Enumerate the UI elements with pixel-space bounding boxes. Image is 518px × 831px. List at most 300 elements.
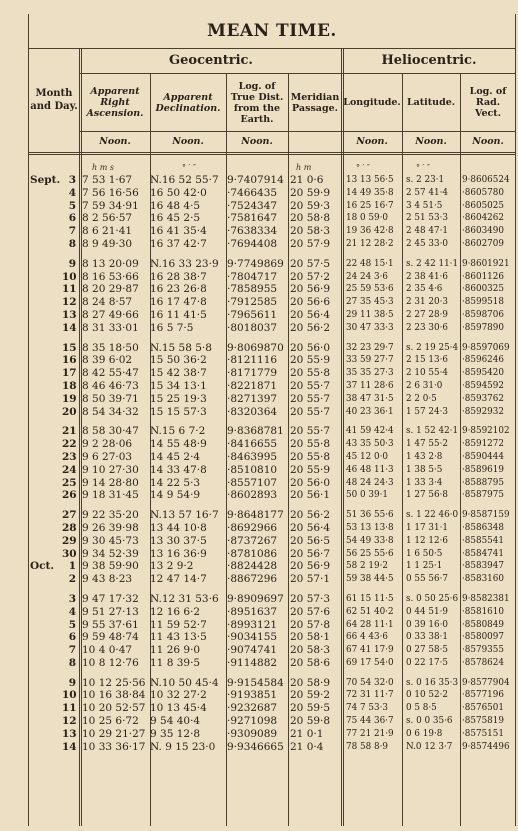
day-number: 2 xyxy=(68,573,76,586)
right-ascension-cell: 8 13 20·09 xyxy=(82,257,139,270)
longitude-cell: 72 31 11·7 xyxy=(346,690,394,701)
meridian-passage-cell: 20 56·2 xyxy=(290,509,331,522)
table-row xyxy=(28,309,516,322)
meridian-passage-cell: 20 57·2 xyxy=(290,270,331,283)
right-ascension-cell: 9 6 27·03 xyxy=(82,450,133,463)
declination-cell: 15 25 19·3 xyxy=(150,392,207,405)
month-label: Sept. xyxy=(30,174,61,186)
table-row xyxy=(28,283,516,296)
table-row xyxy=(28,322,516,335)
log-distance-cell: ·8867296 xyxy=(227,573,278,586)
log-distance-cell: ·8781086 xyxy=(227,547,278,560)
table-row xyxy=(28,367,516,380)
right-ascension-cell: 9 43 8·23 xyxy=(82,573,133,586)
day-number: 13 xyxy=(62,727,77,740)
log-distance-cell: ·8510810 xyxy=(227,463,278,476)
log-rad-vect-cell: 9·8606524 xyxy=(462,175,510,185)
table-row xyxy=(28,606,516,619)
log-rad-vect-cell: 9·8577904 xyxy=(462,677,510,688)
right-ascension-cell: 8 58 30·47 xyxy=(82,425,139,438)
log-rad-vect-cell: ·8581610 xyxy=(462,606,504,617)
longitude-units: ° ′ ″ xyxy=(356,163,370,172)
longitude-cell: 48 24 24·3 xyxy=(346,477,394,488)
log-distance-cell: ·7694408 xyxy=(227,237,278,250)
geocentric-group-header: Geocentric. xyxy=(80,48,342,74)
table-row xyxy=(28,689,516,702)
longitude-cell: 66 4 43·6 xyxy=(346,632,388,643)
longitude-header: Longitude. xyxy=(343,97,401,108)
log-distance-cell: ·8018037 xyxy=(227,321,278,334)
declination-cell: 13 44 10·8 xyxy=(150,521,207,534)
longitude-cell: 46 48 11·3 xyxy=(346,464,394,475)
day-number: 26 xyxy=(62,489,77,502)
noon-label: Noon. xyxy=(241,136,273,147)
heliocentric-group-header: Heliocentric. xyxy=(342,48,516,74)
latitude-cell: 2 38 41·6 xyxy=(406,271,448,282)
log-rad-vect-cell: ·8591272 xyxy=(462,439,504,450)
day-number: 12 xyxy=(62,715,77,728)
latitude-cell: 2 10 55·4 xyxy=(406,368,448,379)
right-ascension-cell: 10 25 6·72 xyxy=(82,715,139,728)
log-rad-vect-cell: ·8585541 xyxy=(462,535,504,546)
day-number: 14 xyxy=(62,321,77,334)
right-ascension-cell: 9 10 27·30 xyxy=(82,463,139,476)
log-rad-vect-cell: ·8594592 xyxy=(462,380,504,391)
latitude-cell: s. 1 22 46·0 xyxy=(406,510,459,521)
longitude-cell: 30 47 33·3 xyxy=(346,322,394,333)
log-distance-cell: ·8171779 xyxy=(227,367,278,380)
latitude-cell: 2 51 53·3 xyxy=(406,213,448,224)
right-ascension-cell: 8 24 8·57 xyxy=(82,296,133,309)
log-rad-vect-cell: ·8592932 xyxy=(462,406,504,417)
log-rad-vect-cell: ·8578624 xyxy=(462,657,504,668)
log-rad-vect-cell: ·8599518 xyxy=(462,297,504,308)
log-rad-vect-cell: ·8584741 xyxy=(462,548,504,559)
log-rad-vect-cell: ·8605025 xyxy=(462,200,504,211)
meridian-passage-cell: 20 55·7 xyxy=(290,405,331,418)
latitude-cell: 2 31 20·3 xyxy=(406,297,448,308)
log-rad-vect-cell: ·8577196 xyxy=(462,690,504,701)
table-row xyxy=(28,406,516,419)
day-number: 24 xyxy=(62,463,77,476)
longitude-cell: 27 35 45·3 xyxy=(346,297,394,308)
right-ascension-cell: 8 46 46·73 xyxy=(82,379,139,392)
day-number: 25 xyxy=(62,476,77,489)
table-row xyxy=(28,509,516,522)
right-ascension-cell: 9 34 52·39 xyxy=(82,547,139,560)
declination-cell: N.15 58 5·8 xyxy=(150,341,212,354)
log-distance-cell: ·7638334 xyxy=(227,225,278,238)
latitude-cell: 1 6 50·5 xyxy=(406,548,443,559)
right-ascension-cell: 9 18 31·45 xyxy=(82,489,139,502)
right-ascension-cell: 9 22 35·20 xyxy=(82,509,139,522)
latitude-cell: 2 6 31·0 xyxy=(406,380,443,391)
declination-cell: 13 30 37·5 xyxy=(150,534,207,547)
right-ascension-cell: 8 20 29·87 xyxy=(82,283,139,296)
decl-units: ° ′ ″ xyxy=(182,163,196,172)
day-number: 9 xyxy=(68,676,76,689)
longitude-cell: 69 17 54·0 xyxy=(346,657,394,668)
declination-cell: 16 23 26·8 xyxy=(150,283,207,296)
log-distance-cell: 9·9154584 xyxy=(227,676,284,689)
log-rad-vect-cell: ·8596246 xyxy=(462,355,504,366)
right-ascension-cell: 9 30 45·73 xyxy=(82,534,139,547)
latitude-cell: 1 17 31·1 xyxy=(406,522,448,533)
declination-cell: 9 35 12·8 xyxy=(150,727,201,740)
declination-cell: N.13 57 16·7 xyxy=(150,509,219,522)
latitude-cell: s. 2 23·1 xyxy=(406,175,445,185)
latitude-cell: 0 55 56·7 xyxy=(406,574,448,585)
log-rad-vect-cell: ·8598706 xyxy=(462,309,504,320)
meridian-passage-cell: 21 0·6 xyxy=(290,174,324,186)
log-distance-cell: ·8951637 xyxy=(227,605,278,618)
table-row xyxy=(28,271,516,284)
day-number: 16 xyxy=(62,354,77,367)
declination-cell: 11 43 13·5 xyxy=(150,631,207,644)
longitude-cell: 21 12 28·2 xyxy=(346,238,394,249)
meridian-passage-cell: 20 59·2 xyxy=(290,689,331,702)
declination-cell: 15 34 13·1 xyxy=(150,379,207,392)
longitude-cell: 40 23 36·1 xyxy=(346,406,394,417)
day-number: 23 xyxy=(62,450,77,463)
log-distance-header: Log. of True Dist. from the Earth. xyxy=(230,80,284,125)
longitude-cell: 32 23 29·7 xyxy=(346,342,394,353)
day-number: 14 xyxy=(62,740,77,753)
right-ascension-cell: 10 12 25·56 xyxy=(82,676,146,689)
log-distance-cell: ·7466435 xyxy=(227,186,278,199)
log-rad-vect-cell: ·8604262 xyxy=(462,213,504,224)
declination-cell: 12 16 6·2 xyxy=(150,605,201,618)
declination-cell: 16 37 42·7 xyxy=(150,237,207,250)
declination-cell: 13 16 36·9 xyxy=(150,547,207,560)
log-rad-vect-cell: ·8576501 xyxy=(462,703,504,714)
meridian-passage-cell: 20 58·8 xyxy=(290,212,331,225)
meridian-passage-cell: 20 58·3 xyxy=(290,644,331,657)
day-number: 1 xyxy=(68,560,76,573)
row-block xyxy=(28,174,516,251)
log-distance-cell: ·8221871 xyxy=(227,379,278,392)
declination-cell: N.16 52 55·7 xyxy=(150,174,219,186)
day-number: 7 xyxy=(68,644,76,657)
day-number: 30 xyxy=(62,547,77,560)
longitude-cell: 22 48 15·1 xyxy=(346,258,394,269)
declination-cell: 14 45 2·4 xyxy=(150,450,201,463)
right-ascension-cell: 10 33 36·17 xyxy=(82,740,146,753)
day-number: 15 xyxy=(62,341,77,354)
table-row xyxy=(28,677,516,690)
meridian-passage-cell: 20 55·8 xyxy=(290,367,331,380)
right-ascension-cell: 7 56 16·56 xyxy=(82,186,139,199)
day-number: 29 xyxy=(62,534,77,547)
log-rad-vect-cell: 9·8592102 xyxy=(462,426,510,437)
latitude-cell: 2 35 4·6 xyxy=(406,284,443,295)
table-row xyxy=(28,477,516,490)
row-block xyxy=(28,342,516,419)
meridian-passage-cell: 20 57·8 xyxy=(290,618,331,631)
log-distance-cell: ·9193851 xyxy=(227,689,278,702)
day-number: 8 xyxy=(68,237,76,250)
table-row xyxy=(28,200,516,213)
longitude-cell: 14 49 35·8 xyxy=(346,187,394,198)
declination-cell: 9 54 40·4 xyxy=(150,715,201,728)
declination-header: Apparent Declination. xyxy=(155,91,221,114)
declination-cell: 14 22 5·3 xyxy=(150,476,201,489)
log-distance-cell: 9·8069870 xyxy=(227,341,284,354)
row-block xyxy=(28,509,516,586)
longitude-cell: 35 35 27·3 xyxy=(346,368,394,379)
meridian-passage-cell: 20 55·7 xyxy=(290,379,331,392)
log-distance-cell: ·8824428 xyxy=(227,560,278,573)
day-number: 20 xyxy=(62,405,77,418)
declination-cell: 16 41 35·4 xyxy=(150,225,207,238)
table-row xyxy=(28,296,516,309)
day-number: 4 xyxy=(68,186,76,199)
log-distance-cell: ·7581647 xyxy=(227,212,278,225)
log-rad-vect-cell: ·8583160 xyxy=(462,574,504,585)
log-distance-cell: ·7524347 xyxy=(227,199,278,212)
table-row xyxy=(28,535,516,548)
longitude-cell: 37 11 28·6 xyxy=(346,380,394,391)
log-rad-vect-cell: ·8602709 xyxy=(462,238,504,249)
table-row xyxy=(28,354,516,367)
log-distance-cell: ·8993121 xyxy=(227,618,278,631)
longitude-cell: 62 51 40·2 xyxy=(346,606,394,617)
log-distance-cell: ·9309089 xyxy=(227,727,278,740)
longitude-cell: 13 13 56·5 xyxy=(346,175,394,185)
latitude-cell: 0 33 38·1 xyxy=(406,632,448,643)
log-distance-cell: ·8557107 xyxy=(227,476,278,489)
longitude-cell: 75 44 36·7 xyxy=(346,716,394,727)
meridian-passage-cell: 20 56·5 xyxy=(290,534,331,547)
table-row xyxy=(28,425,516,438)
table-row xyxy=(28,451,516,464)
declination-cell: 16 5 7·5 xyxy=(150,321,194,334)
latitude-cell: s. 0 0 35·6 xyxy=(406,716,453,727)
log-rad-vect-cell: ·8579355 xyxy=(462,645,504,656)
table-row xyxy=(28,644,516,657)
latitude-cell: s. 0 50 25·6 xyxy=(406,593,459,604)
latitude-cell: 2 2 0·5 xyxy=(406,393,437,404)
day-number: 5 xyxy=(68,618,76,631)
month-day-header: Month and Day. xyxy=(30,88,78,112)
meridian-passage-cell: 20 58·3 xyxy=(290,225,331,238)
table-row xyxy=(28,342,516,355)
meridian-passage-cell: 20 56·9 xyxy=(290,560,331,573)
right-ascension-cell: 8 54 34·32 xyxy=(82,405,139,418)
declination-cell: 15 50 36·2 xyxy=(150,354,207,367)
declination-cell: N.16 33 23·9 xyxy=(150,257,219,270)
longitude-cell: 41 59 42·4 xyxy=(346,426,394,437)
declination-cell: 13 2 9·2 xyxy=(150,560,194,573)
latitude-cell: 1 57 24·3 xyxy=(406,406,448,417)
latitude-cell: 0 22 17·5 xyxy=(406,657,448,668)
log-rad-vect-cell: ·8583947 xyxy=(462,561,504,572)
noon-label: Noon. xyxy=(356,136,388,147)
table-row xyxy=(28,238,516,251)
latitude-cell: 1 27 56·8 xyxy=(406,490,448,501)
declination-cell: 11 59 52·7 xyxy=(150,618,207,631)
meridian-passage-cell: 20 59·8 xyxy=(290,715,331,728)
longitude-cell: 64 28 11·1 xyxy=(346,619,394,630)
latitude-cell: 0 27 58·5 xyxy=(406,645,448,656)
day-number: 6 xyxy=(68,631,76,644)
meridian-passage-cell: 20 57·3 xyxy=(290,592,331,605)
latitude-cell: 2 48 47·1 xyxy=(406,226,448,237)
log-distance-cell: ·7804717 xyxy=(227,270,278,283)
table-row xyxy=(28,548,516,561)
day-number: 11 xyxy=(62,702,77,715)
meridian-passage-cell: 20 57·6 xyxy=(290,605,331,618)
latitude-cell: N.0 12 3·7 xyxy=(406,741,453,752)
longitude-cell: 67 41 17·9 xyxy=(346,645,394,656)
log-distance-cell: ·9271098 xyxy=(227,715,278,728)
declination-cell: 10 32 27·2 xyxy=(150,689,207,702)
meridian-passage-cell: 20 56·1 xyxy=(290,489,331,502)
latitude-cell: 1 1 25·1 xyxy=(406,561,443,572)
longitude-cell: 24 24 3·6 xyxy=(346,271,388,282)
log-rad-vect-cell: ·8587975 xyxy=(462,490,504,501)
day-number: 19 xyxy=(62,392,77,405)
table-row xyxy=(28,187,516,200)
right-ascension-cell: 9 51 27·13 xyxy=(82,605,139,618)
declination-cell: 16 48 4·5 xyxy=(150,199,201,212)
meridian-passage-cell: 20 56·0 xyxy=(290,341,331,354)
longitude-cell: 45 12 0·0 xyxy=(346,451,388,462)
longitude-cell: 59 38 44·5 xyxy=(346,574,394,585)
latitude-cell: 2 15 13·6 xyxy=(406,355,448,366)
day-number: 5 xyxy=(68,199,76,212)
longitude-cell: 29 11 38·5 xyxy=(346,309,394,320)
log-rad-vect-cell: ·8575151 xyxy=(462,728,504,739)
meridian-passage-cell: 20 56·0 xyxy=(290,476,331,489)
longitude-cell: 19 36 42·8 xyxy=(346,226,394,237)
right-ascension-cell: 9 26 39·98 xyxy=(82,521,139,534)
latitude-cell: 3 4 51·5 xyxy=(406,200,443,211)
table-row xyxy=(28,464,516,477)
latitude-cell: 2 45 33·0 xyxy=(406,238,448,249)
right-ascension-cell: 10 8 12·76 xyxy=(82,656,139,669)
log-distance-cell: ·9034155 xyxy=(227,631,278,644)
right-ascension-cell: 9 2 28·06 xyxy=(82,438,133,451)
meridian-passage-cell: 20 56·6 xyxy=(290,296,331,309)
meridian-passage-cell: 20 59·3 xyxy=(290,199,331,212)
right-ascension-cell: 10 16 38·84 xyxy=(82,689,146,702)
meridian-passage-cell: 20 57·1 xyxy=(290,573,331,586)
log-rad-vect-cell: ·8588795 xyxy=(462,477,504,488)
longitude-cell: 16 25 16·7 xyxy=(346,200,394,211)
longitude-cell: 53 13 13·8 xyxy=(346,522,394,533)
day-number: 7 xyxy=(68,225,76,238)
table-row xyxy=(28,438,516,451)
meridian-passage-cell: 20 56·4 xyxy=(290,521,331,534)
table-row xyxy=(28,741,516,754)
latitude-cell: 2 23 30·6 xyxy=(406,322,448,333)
meridian-units: h m xyxy=(296,163,312,172)
declination-cell: 14 9 54·9 xyxy=(150,489,201,502)
log-distance-cell: 9·9346665 xyxy=(227,740,284,753)
page-title: MEAN TIME. xyxy=(28,14,516,49)
longitude-cell: 61 15 11·5 xyxy=(346,593,394,604)
log-distance-cell: ·8692966 xyxy=(227,521,278,534)
declination-cell: 12 47 14·7 xyxy=(150,573,207,586)
right-ascension-cell: 9 14 28·80 xyxy=(82,476,139,489)
log-rad-vect-header: Log. of Rad. Vect. xyxy=(469,86,507,119)
table-row xyxy=(28,619,516,632)
log-rad-vect-cell: ·8580097 xyxy=(462,632,504,643)
declination-cell: 10 13 45·4 xyxy=(150,702,207,715)
day-number: 9 xyxy=(68,257,76,270)
day-number: 10 xyxy=(62,689,77,702)
log-rad-vect-cell: ·8595420 xyxy=(462,368,504,379)
latitude-cell: 0 5 8·5 xyxy=(406,703,437,714)
row-block xyxy=(28,677,516,754)
log-distance-cell: ·7965611 xyxy=(227,308,278,321)
day-number: 4 xyxy=(68,605,76,618)
declination-cell: 15 42 38·7 xyxy=(150,367,207,380)
log-rad-vect-cell: 9·8601921 xyxy=(462,258,510,269)
declination-cell: N.10 50 45·4 xyxy=(150,676,219,689)
declination-cell: 11 8 39·5 xyxy=(150,656,201,669)
table-row xyxy=(28,702,516,715)
table-row xyxy=(28,657,516,670)
log-distance-cell: 9·8368781 xyxy=(227,425,284,438)
log-rad-vect-cell: 9·8582381 xyxy=(462,593,510,604)
log-rad-vect-cell: 9·8574496 xyxy=(462,741,510,752)
meridian-passage-cell: 20 55·7 xyxy=(290,425,331,438)
right-ascension-cell: 10 29 21·27 xyxy=(82,727,146,740)
log-rad-vect-cell: ·8601126 xyxy=(462,271,504,282)
right-ascension-cell: 8 2 56·57 xyxy=(82,212,133,225)
meridian-passage-cell: 20 55·9 xyxy=(290,463,331,476)
log-rad-vect-cell: ·8575819 xyxy=(462,716,504,727)
log-distance-cell: ·8737267 xyxy=(227,534,278,547)
meridian-passage-cell: 20 56·2 xyxy=(290,321,331,334)
meridian-passage-cell: 20 58·1 xyxy=(290,631,331,644)
log-rad-vect-cell: ·8580849 xyxy=(462,619,504,630)
latitude-cell: s. 0 16 35·3 xyxy=(406,677,459,688)
row-block xyxy=(28,425,516,502)
meridian-passage-cell: 21 0·1 xyxy=(290,727,324,740)
declination-cell: 14 33 47·8 xyxy=(150,463,207,476)
latitude-cell: 1 12 12·6 xyxy=(406,535,448,546)
log-distance-cell: ·9074741 xyxy=(227,644,278,657)
meridian-passage-cell: 20 59·5 xyxy=(290,702,331,715)
meridian-passage-cell: 20 57·5 xyxy=(290,257,331,270)
log-rad-vect-cell: 9·8587159 xyxy=(462,510,510,521)
log-rad-vect-cell: ·8589619 xyxy=(462,464,504,475)
day-number: 18 xyxy=(62,379,77,392)
log-distance-cell: ·7912585 xyxy=(227,296,278,309)
meridian-header: Meridian Passage. xyxy=(290,91,340,114)
right-ascension-cell: 8 9 49·30 xyxy=(82,237,133,250)
meridian-passage-cell: 20 57·9 xyxy=(290,237,331,250)
declination-cell: 11 26 9·0 xyxy=(150,644,201,657)
log-rad-vect-cell: ·8590444 xyxy=(462,451,504,462)
right-ascension-cell: 10 4 0·47 xyxy=(82,644,133,657)
table-row xyxy=(28,715,516,728)
latitude-cell: 0 44 51·9 xyxy=(406,606,448,617)
right-ascension-cell: 8 27 49·66 xyxy=(82,308,139,321)
meridian-passage-cell: 20 55·9 xyxy=(290,354,331,367)
log-distance-cell: ·8121116 xyxy=(227,354,278,367)
log-rad-vect-cell: ·8586348 xyxy=(462,522,504,533)
day-number: 6 xyxy=(68,212,76,225)
table-row xyxy=(28,728,516,741)
day-number: 13 xyxy=(62,308,77,321)
latitude-cell: 1 47 55·2 xyxy=(406,439,448,450)
log-distance-cell: ·8463995 xyxy=(227,450,278,463)
day-number: 27 xyxy=(62,509,77,522)
